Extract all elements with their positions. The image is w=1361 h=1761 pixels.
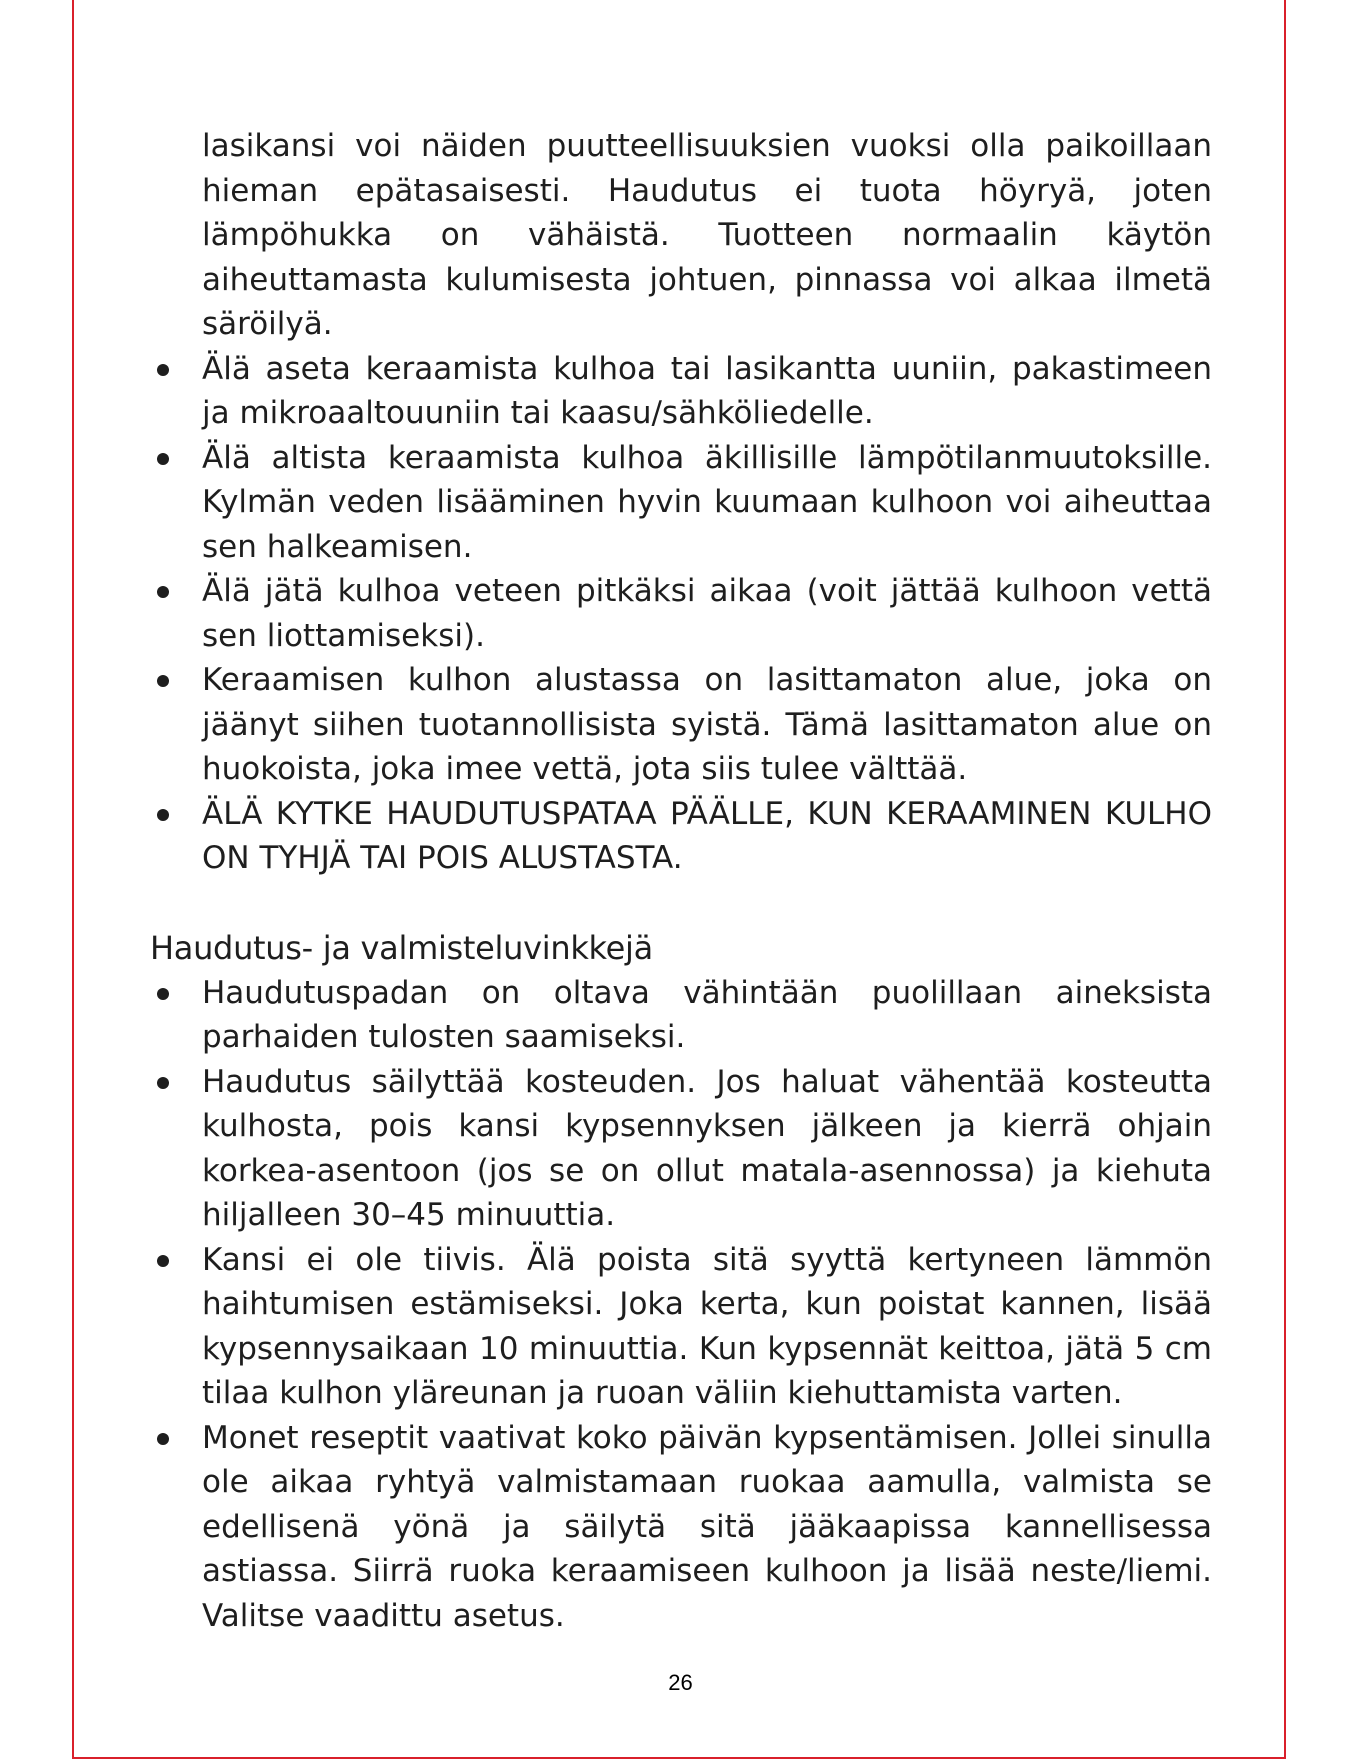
list-item xyxy=(150,1060,1212,1238)
warnings-list xyxy=(150,347,1212,881)
list-item-text: Älä aseta keraamista kulhoa tai lasikantta uuniin, pakastimeen ja mikroaaltouuniin tai kaasu/sähköliedelle. xyxy=(202,350,1212,431)
bullet-icon xyxy=(157,1255,169,1267)
list-item-text: Haudutus säilyttää kosteuden. Jos haluat vähentää kosteutta kulhosta, pois kansi kypsennyksen jälkeen ja kierrä ohjain korkea-asentoon (jos se on ollut matala-asennossa) ja kiehuta hiljalleen 30–45 minuuttia. xyxy=(202,1063,1212,1233)
list-item xyxy=(150,436,1212,570)
list-item-text: Keraamisen kulhon alustassa on lasittamaton alue, joka on jäänyt siihen tuotannollisista syistä. Tämä lasittamaton alue on huokoista, joka imee vettä, jota siis tulee välttää. xyxy=(202,662,1212,787)
bullet-icon xyxy=(157,809,169,821)
bullet-icon xyxy=(157,453,169,465)
list-item xyxy=(150,971,1212,1060)
bullet-icon xyxy=(157,1433,169,1445)
list-item-text: ÄLÄ KYTKE HAUDUTUSPATAA PÄÄLLE, KUN KERAAMINEN KULHO ON TYHJÄ TAI POIS ALUSTASTA. xyxy=(202,795,1212,876)
bullet-icon xyxy=(157,675,169,687)
bullet-icon xyxy=(157,988,169,1000)
page-number: 26 xyxy=(668,1670,693,1695)
bullet-icon xyxy=(157,1077,169,1089)
list-item-text: Haudutuspadan on oltava vähintään puolillaan aineksista parhaiden tulosten saamiseksi. xyxy=(202,974,1212,1055)
list-item xyxy=(150,569,1212,658)
bullet-icon xyxy=(157,364,169,376)
list-item xyxy=(150,1416,1212,1639)
list-item-text: Monet reseptit vaativat koko päivän kypsentämisen. Jollei sinulla ole aikaa ryhtyä valmistamaan ruokaa aamulla, valmista se edellisenä yönä ja säilytä sitä jääkaapissa kannellisessa astiassa. Siirrä ruoka keraamiseen kulhoon ja lisää neste/liemi. Valitse vaadittu asetus. xyxy=(202,1419,1212,1634)
list-item xyxy=(150,792,1212,881)
tips-list xyxy=(150,971,1212,1639)
document-body xyxy=(150,124,1212,1638)
intro-paragraph: lasikansi voi näiden puutteellisuuksien vuoksi olla paikoillaan hieman epätasaisesti. Haudutus ei tuota höyryä, joten lämpöhukka on vähäistä. Tuotteen normaalin käytön aiheuttamasta kulumisesta johtuen, pinnassa voi alkaa ilmetä säröilyä. xyxy=(202,128,1212,342)
list-item-text: Kansi ei ole tiivis. Älä poista sitä syyttä kertyneen lämmön haihtumisen estämiseksi. Joka kerta, kun poistat kannen, lisää kypsennysaikaan 10 minuuttia. Kun kypsennät keittoa, jätä 5 cm tilaa kulhon yläreunan ja ruoan väliin kiehuttamista varten. xyxy=(202,1241,1212,1411)
list-item-text: Älä jätä kulhoa veteen pitkäksi aikaa (voit jättää kulhoon vettä sen liottamiseksi). xyxy=(202,573,1212,654)
list-item xyxy=(150,1238,1212,1416)
section-heading: Haudutus- ja valmisteluvinkkejä xyxy=(150,928,653,967)
list-item xyxy=(150,658,1212,792)
bullet-icon xyxy=(157,586,169,598)
list-item xyxy=(150,347,1212,436)
list-item-text: Älä altista keraamista kulhoa äkillisille lämpötilanmuutoksille. Kylmän veden lisääminen hyvin kuumaan kulhoon voi aiheuttaa sen halkeamisen. xyxy=(202,439,1212,565)
